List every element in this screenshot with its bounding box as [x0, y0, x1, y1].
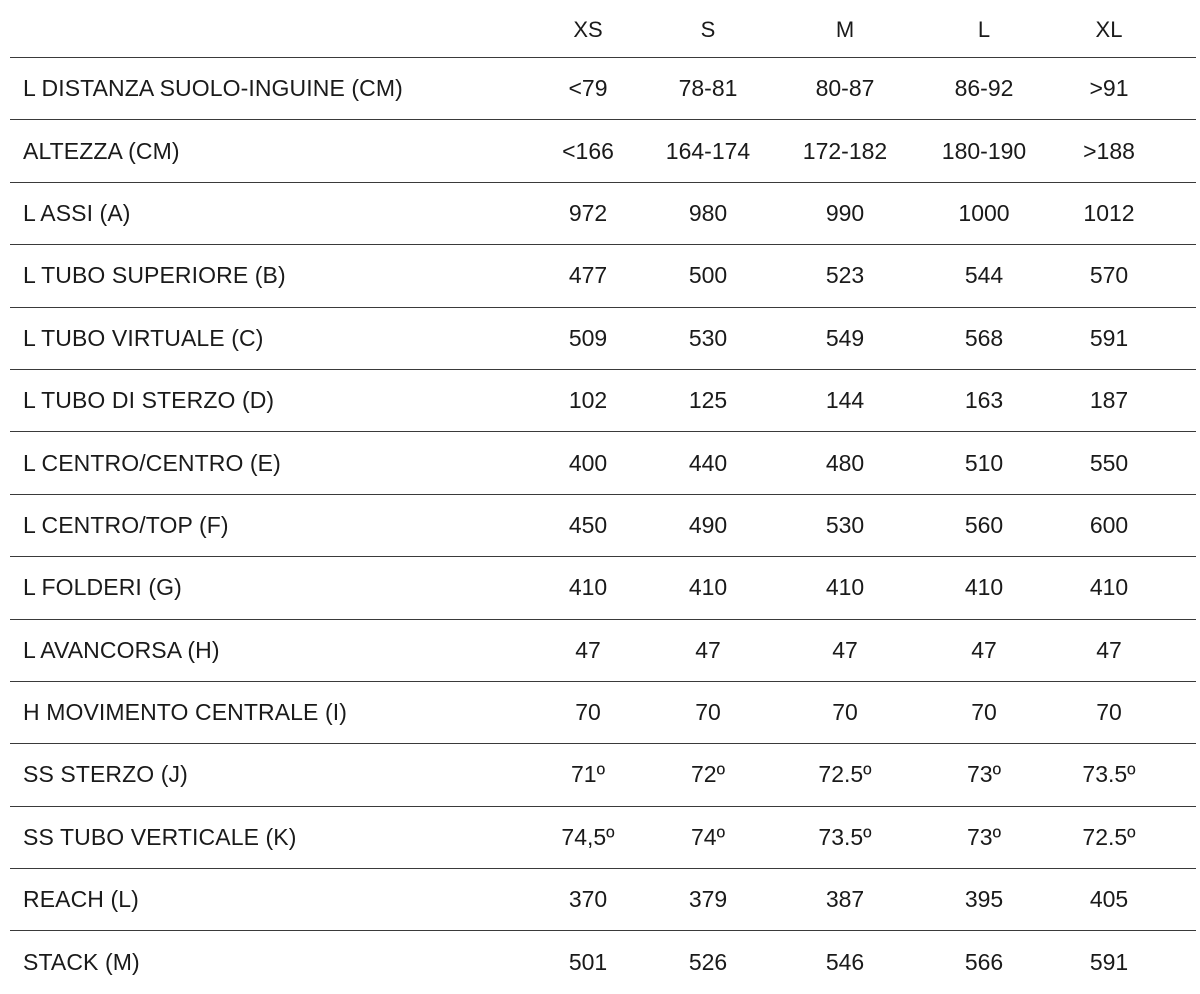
table-cell: 70 — [1096, 699, 1122, 726]
table-cell: 591 — [1089, 949, 1129, 976]
table-cell: 144 — [825, 387, 865, 414]
table-cell: 1012 — [1083, 199, 1135, 226]
table-cell: 187 — [1089, 387, 1129, 414]
table-header-row — [10, 0, 1196, 58]
table-cell: 395 — [964, 886, 1004, 913]
table-row — [10, 183, 1196, 245]
table-cell: 530 — [825, 511, 865, 538]
table-cell: 78-81 — [678, 75, 738, 102]
table-cell: 450 — [568, 511, 608, 538]
table-cell: 591 — [1089, 324, 1129, 351]
row-label: L DISTANZA SUOLO-INGUINE (CM) — [23, 75, 403, 102]
table-cell: 74,5º — [561, 823, 615, 850]
table-body — [10, 58, 1196, 994]
table-cell: 47 — [832, 636, 858, 663]
table-cell: 405 — [1089, 886, 1129, 913]
table-cell: 172-182 — [802, 137, 888, 164]
row-label: STACK (M) — [23, 949, 140, 976]
column-header-s: S — [700, 16, 716, 42]
table-cell: 510 — [964, 449, 1004, 476]
table-cell: 544 — [964, 262, 1004, 289]
table-cell: 70 — [971, 699, 997, 726]
table-cell: 80-87 — [815, 75, 875, 102]
table-cell: 410 — [1089, 574, 1129, 601]
table-cell: <166 — [562, 137, 614, 164]
table-cell: 86-92 — [954, 75, 1014, 102]
table-cell: 530 — [688, 324, 728, 351]
table-cell: 400 — [568, 449, 608, 476]
table-cell: 410 — [964, 574, 1004, 601]
row-label: L AVANCORSA (H) — [23, 636, 220, 663]
table-cell: 180-190 — [941, 137, 1027, 164]
row-label: L CENTRO/TOP (F) — [23, 511, 229, 538]
row-label: L TUBO DI STERZO (D) — [23, 387, 275, 414]
table-cell: 477 — [568, 262, 608, 289]
row-label: SS STERZO (J) — [23, 761, 188, 788]
table-cell: 370 — [568, 886, 608, 913]
table-cell: 500 — [688, 262, 728, 289]
table-cell: 73.5º — [818, 823, 872, 850]
table-row — [10, 869, 1196, 931]
row-label: L FOLDERI (G) — [23, 574, 182, 601]
table-cell: 990 — [825, 199, 865, 226]
table-row — [10, 120, 1196, 182]
table-cell: 560 — [964, 511, 1004, 538]
table-cell: 972 — [568, 199, 608, 226]
table-row — [10, 744, 1196, 806]
table-cell: 410 — [568, 574, 608, 601]
table-cell: 387 — [825, 886, 865, 913]
table-cell: 74º — [691, 823, 725, 850]
table-cell: 523 — [825, 262, 865, 289]
table-cell: 526 — [688, 949, 728, 976]
row-label: ALTEZZA (CM) — [23, 137, 180, 164]
table-cell: 73º — [967, 823, 1001, 850]
column-header-m: M — [835, 16, 855, 42]
table-cell: 47 — [1096, 636, 1122, 663]
table-cell: 73º — [967, 761, 1001, 788]
table-cell: 47 — [575, 636, 601, 663]
table-cell: 47 — [971, 636, 997, 663]
table-cell: 410 — [825, 574, 865, 601]
table-row — [10, 557, 1196, 619]
table-cell: <79 — [568, 75, 608, 102]
table-cell: 480 — [825, 449, 865, 476]
table-cell: >188 — [1083, 137, 1135, 164]
table-row — [10, 682, 1196, 744]
column-header-xs: XS — [573, 16, 603, 42]
table-cell: 72.5º — [818, 761, 872, 788]
table-cell: 440 — [688, 449, 728, 476]
row-label: L TUBO VIRTUALE (C) — [23, 324, 264, 351]
table-cell: 163 — [964, 387, 1004, 414]
table-cell: 1000 — [958, 199, 1010, 226]
table-cell: 73.5º — [1082, 761, 1136, 788]
row-label: H MOVIMENTO CENTRALE (I) — [23, 699, 347, 726]
table-row — [10, 370, 1196, 432]
table-row — [10, 931, 1196, 993]
table-cell: 546 — [825, 949, 865, 976]
table-cell: 70 — [695, 699, 721, 726]
row-label: SS TUBO VERTICALE (K) — [23, 823, 297, 850]
table-row — [10, 432, 1196, 494]
row-label: L ASSI (A) — [23, 199, 131, 226]
table-cell: 549 — [825, 324, 865, 351]
table-cell: 568 — [964, 324, 1004, 351]
table-cell: 600 — [1089, 511, 1129, 538]
table-cell: 980 — [688, 199, 728, 226]
table-cell: 509 — [568, 324, 608, 351]
geometry-table — [10, 0, 1196, 994]
table-cell: 70 — [832, 699, 858, 726]
table-row — [10, 807, 1196, 869]
column-header-l: L — [977, 16, 991, 42]
table-cell: 102 — [568, 387, 608, 414]
table-cell: 566 — [964, 949, 1004, 976]
table-row — [10, 620, 1196, 682]
row-label: REACH (L) — [23, 886, 139, 913]
table-row — [10, 495, 1196, 557]
table-cell: 71º — [571, 761, 605, 788]
table-cell: 164-174 — [665, 137, 751, 164]
table-row — [10, 58, 1196, 120]
table-cell: 410 — [688, 574, 728, 601]
table-cell: >91 — [1089, 75, 1129, 102]
table-row — [10, 245, 1196, 307]
table-cell: 490 — [688, 511, 728, 538]
row-label: L TUBO SUPERIORE (B) — [23, 262, 286, 289]
table-cell: 125 — [688, 387, 728, 414]
table-cell: 47 — [695, 636, 721, 663]
column-header-xl: XL — [1095, 16, 1123, 42]
table-cell: 72.5º — [1082, 823, 1136, 850]
table-cell: 70 — [575, 699, 601, 726]
table-row — [10, 308, 1196, 370]
table-cell: 570 — [1089, 262, 1129, 289]
table-cell: 72º — [691, 761, 725, 788]
table-cell: 550 — [1089, 449, 1129, 476]
table-cell: 379 — [688, 886, 728, 913]
row-label: L CENTRO/CENTRO (E) — [23, 449, 281, 476]
table-cell: 501 — [568, 949, 608, 976]
